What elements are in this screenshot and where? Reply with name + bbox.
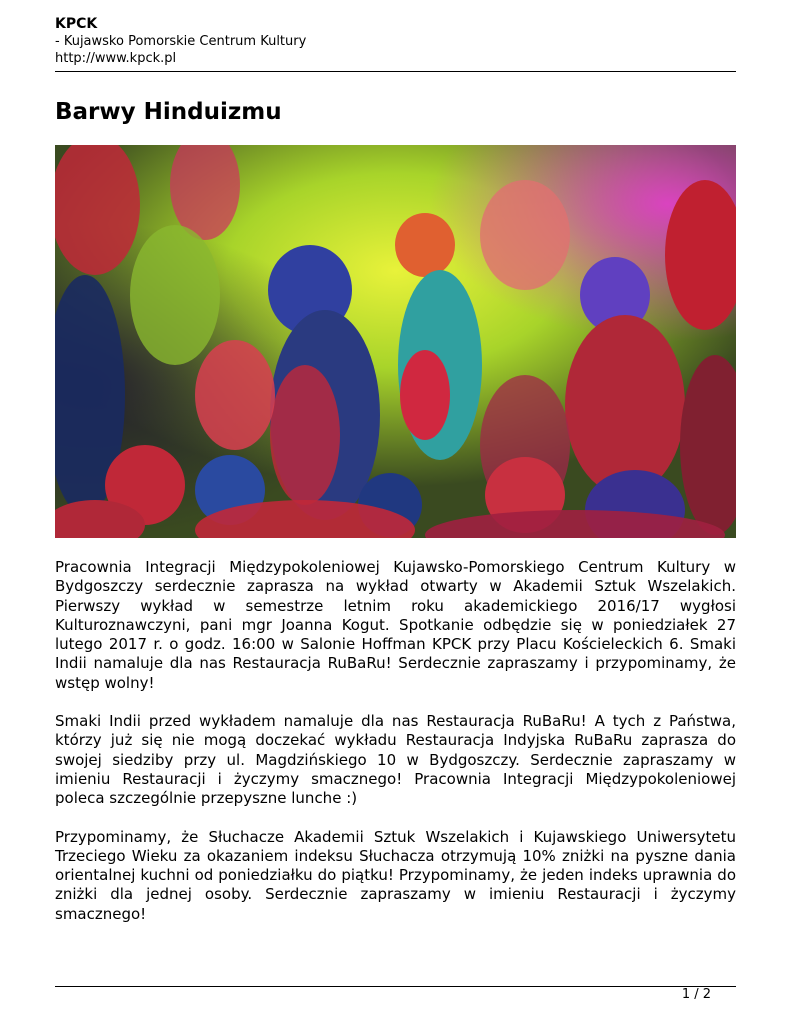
document-header [55, 16, 736, 67]
paragraph: Pracownia Integracji Międzypokoleniowej Kujawsko-Pomorskiego Centrum Kultury w Bydgoszczy serdecznie zaprasza na wykład otwarty w Akademii Sztuk Wszelakich. Pierwszy wykład w semestrze letnim roku akademickiego 2016/17 wygłosi Kulturoznawczyni, pani mgr Joanna Kogut. Spotkanie odbędzie się w poniedziałek 27 lutego 2017 r. o godz. 16:00 w Salonie Hoffman KPCK przy Placu Kościeleckich 6. Smaki Indii namaluje dla nas Restauracja RuBaRu! Serdecznie zapraszamy i przypominamy, że wstęp wolny! [55, 558, 736, 692]
site-url: http://www.kpck.pl [55, 51, 177, 66]
header-divider [55, 71, 736, 72]
paragraph: Smaki Indii przed wykładem namaluje dla nas Restauracja RuBaRu! A tych z Państwa, którzy już się nie mogą doczekać wykładu Restauracja Indyjska RuBaRu zaprasza do swojej siedziby przy ul. Magdzińskiego 10 w Bydgoszczy. Serdecznie zapraszamy w imieniu Restauracji i życzymy smacznego! Pracownia Integracji Międzypokoleniowej poleca szczególnie przepyszne lunche :) [55, 712, 736, 808]
paragraph: Przypominamy, że Słuchacze Akademii Sztuk Wszelakich i Kujawskiego Uniwersytetu Trzeciego Wieku za okazaniem indeksu Słuchacza otrzymują 10% zniżki na pyszne dania orientalnej kuchni od poniedziałku do piątku! Przypominamy, że jeden indeks uprawnia do zniżki dla jednej osoby. Serdecznie zapraszamy w imieniu Restauracji i życzymy smacznego! [55, 827, 736, 923]
footer-divider [55, 986, 736, 987]
site-subtitle: - Kujawsko Pomorskie Centrum Kultury [55, 34, 307, 49]
page-number: 1 / 2 [681, 987, 711, 1002]
site-name: KPCK [55, 16, 98, 32]
article-body [55, 558, 736, 943]
hero-image [55, 145, 736, 538]
article-title: Barwy Hinduizmu [55, 99, 282, 125]
